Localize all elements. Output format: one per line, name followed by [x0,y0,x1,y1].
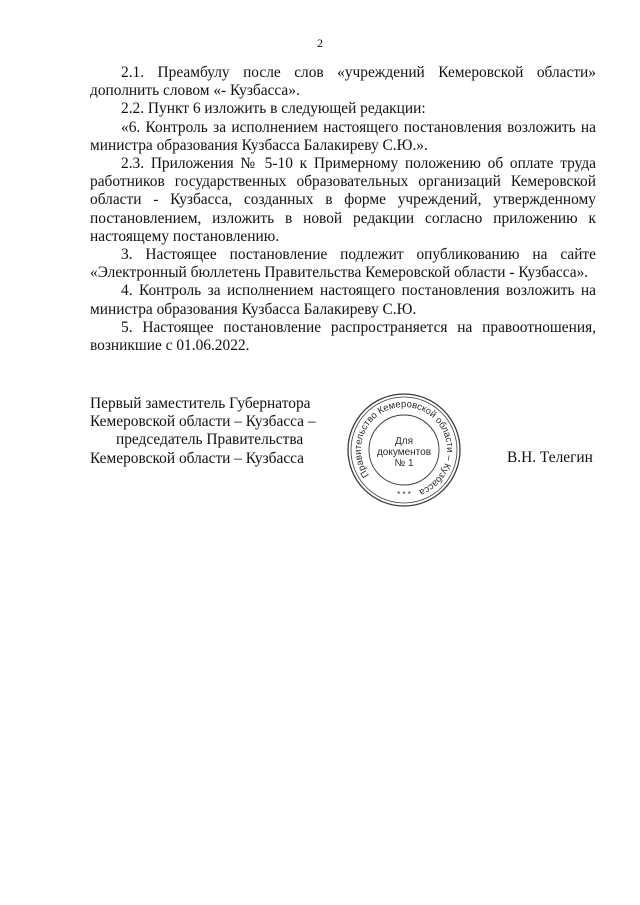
paragraph-2-3: 2.3. Приложения № 5-10 к Примерному положению об оплате труда работников государственных образовательных организаций Кемеровской области - Кузбасса, созданных в форме учреждений, утвержденному постановлением, изложить в новой редакции согласно приложению к настоящему постановлению. [90,155,596,245]
paragraph-5: 5. Настоящее постановление распространяется на правоотношения, возникшие с 01.06.2022. [90,318,596,355]
seal-center-line-3: № 1 [394,458,414,469]
signer-title-line-4: Кемеровской области – Кузбасса [90,449,305,467]
paragraph-quote-6: «6. Контроль за исполнением настоящего постановления возложить на министра образования Кузбасса Балакиреву С.Ю.». [90,118,596,154]
seal-ring-text: Правительство Кемеровской области – Кузбасса [352,398,456,498]
official-seal [344,390,464,510]
paragraph-4: 4. Контроль за исполнением настоящего постановления возложить на министра образования Кузбасса Балакиреву С.Ю. [90,282,596,318]
seal-center-line-1: Для [394,436,414,447]
signer-title-line-2: Кемеровской области – Кузбасса – [90,413,316,431]
seal-stars: * * * [397,490,411,499]
signer-title-line-1: Первый заместитель Губернатора [90,395,311,412]
signer-name: В.Н. Телегин [507,449,593,466]
signer-title-line-3: председатель Правительства [116,431,304,449]
document-body [90,64,596,355]
paragraph-3: 3. Настоящее постановление подлежит опубликованию на сайте «Электронный бюллетень Правительства Кемеровской области - Кузбасса». [90,246,596,282]
paragraph-2-1: 2.1. Преамбулу после слов «учреждений Кемеровской области» дополнить словом «- Кузбасса». [90,64,596,100]
page-number: 2 [317,36,323,50]
paragraph-2-2: 2.2. Пункт 6 изложить в следующей редакции: [121,100,426,118]
seal-center-line-2: документов [376,447,432,458]
signature-block [90,395,340,468]
